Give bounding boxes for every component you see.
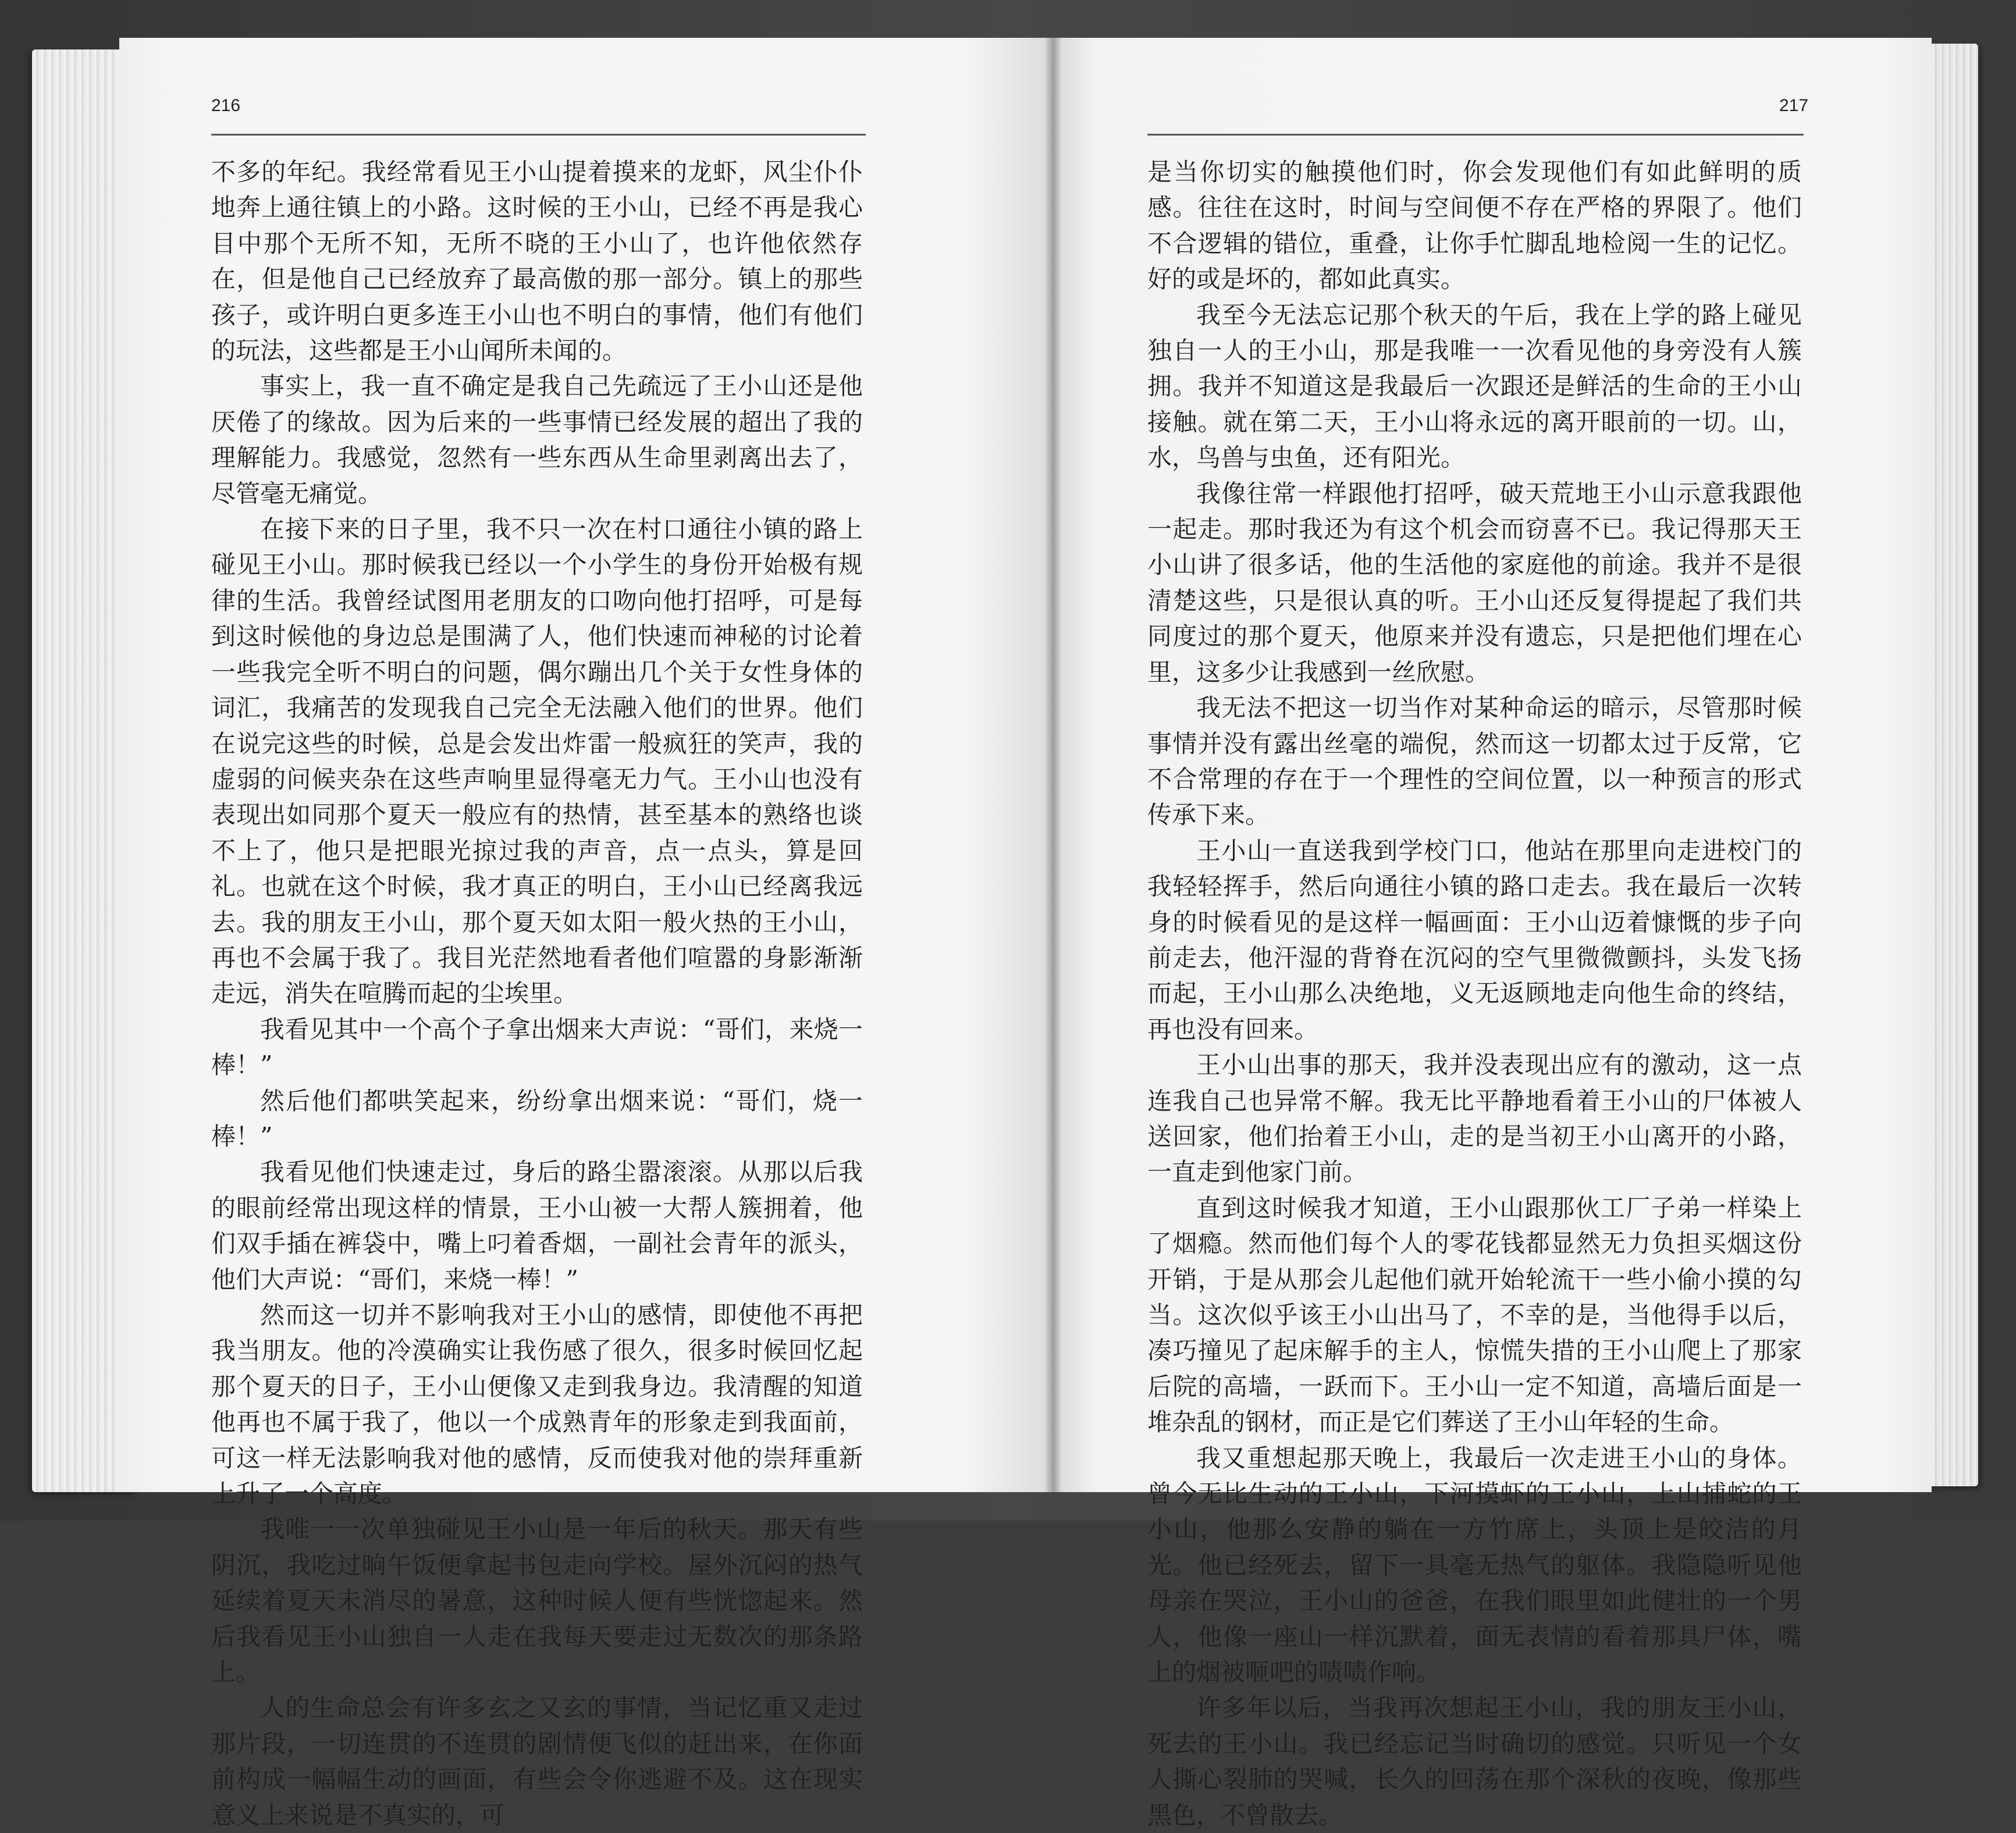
paragraph: 不多的年纪。我经常看见王小山提着摸来的龙虾，风尘仆仆地奔上通往镇上的小路。这时候的王小山，已经不再是我心目中那个无所不知，无所不晓的王小山了，也许他依然存在，但是他自己已经放弃了最高傲的那一部分。镇上的那些孩子，或许明白更多连王小山也不明白的事情，他们有他们的玩法，这些都是王小山闻所未闻的。 [211, 158, 863, 365]
paragraph: 我无法不把这一切当作对某种命运的暗示，尽管那时候事情并没有露出丝毫的端倪，然而这一切都太过于反常，它不合常理的存在于一个理性的空间位置，以一种预言的形式传承下来。 [1147, 693, 1802, 830]
paragraph: 人的生命总会有许多玄之又玄的事情，当记忆重又走过那片段，一切连贯的不连贯的剧情便飞似的赶出来，在你面前构成一幅幅生动的画面，有些会令你逃避不及。这在现实意义上来说是不真实的，可 [211, 1693, 863, 1830]
paragraph: 事实上，我一直不确定是我自己先疏远了王小山还是他厌倦了的缘故。因为后来的一些事情已经发展的超出了我的理解能力。我感觉，忽然有一些东西从生命里剥离出去了，尽管毫无痛觉。 [211, 372, 863, 508]
paragraph: 我看见其中一个高个子拿出烟来大声说：“哥们，来烧一棒！” [211, 1015, 863, 1080]
paragraph: 是当你切实的触摸他们时，你会发现他们有如此鲜明的质感。往往在这时，时间与空间便不存在严格的界限了。他们不合逻辑的错位，重叠，让你手忙脚乱地检阅一生的记忆。好的或是坏的，都如此真实。 [1147, 158, 1802, 294]
paragraph: 我又重想起那天晚上，我最后一次走进王小山的身体。曾今无比生动的王小山，下河摸虾的王小山，上山捕蛇的王小山，他那么安静的躺在一方竹席上，头顶上是皎洁的月光。他已经死去，留下一具毫无热气的躯体。我隐隐听见他母亲在哭泣，王小山的爸爸，在我们眼里如此健壮的一个男人，他像一座山一样沉默着，面无表情的看着那具尸体，嘴上的烟被咂吧的啧啧作响。 [1147, 1443, 1802, 1687]
right-page-text [1147, 154, 1802, 1833]
right-page [1053, 38, 1932, 1830]
paragraph: 然后他们都哄笑起来，纷纷拿出烟来说：“哥们，烧一棒！” [211, 1086, 863, 1151]
paragraph: 我至今无法忘记那个秋天的午后，我在上学的路上碰见独自一人的王小山，那是我唯一一次看见他的身旁没有人簇拥。我并不知道这是我最后一次跟还是鲜活的生命的王小山接触。就在第二天，王小山将永远的离开眼前的一切。山，水，鸟兽与虫鱼，还有阳光。 [1147, 300, 1802, 472]
paragraph: 我唯一一次单独碰见王小山是一年后的秋天。那天有些阴沉，我吃过晌午饭便拿起书包走向学校。屋外沉闷的热气延续着夏天未消尽的暑意，这种时候人便有些恍惚起来。然后我看见王小山独自一人走在我每天要走过无数次的那条路上。 [211, 1515, 863, 1687]
paragraph: 我像往常一样跟他打招呼，破天荒地王小山示意我跟他一起走。那时我还为有这个机会而窃喜不已。我记得那天王小山讲了很多话，他的生活他的家庭他的前途。我并不是很清楚这些，只是很认真的听。王小山还反复得提起了我们共同度过的那个夏天，他原来并没有遗忘，只是把他们埋在心里，这多少让我感到一丝欣慰。 [1147, 479, 1802, 686]
paragraph: 直到这时候我才知道，王小山跟那伙工厂子弟一样染上了烟瘾。然而他们每个人的零花钱都显然无力负担买烟这份开销，于是从那会儿起他们就开始轮流干一些小偷小摸的勾当。这次似乎该王小山出马了，不幸的是，当他得手以后，凑巧撞见了起床解手的主人，惊慌失措的王小山爬上了那家后院的高墙，一跃而下。王小山一定不知道，高墙后面是一堆杂乱的钢材，而正是它们葬送了王小山年轻的生命。 [1147, 1193, 1802, 1437]
paragraph: 我看见他们快速走过，身后的路尘嚣滚滚。从那以后我的眼前经常出现这样的情景，王小山被一大帮人簇拥着，他们双手插在裤袋中，嘴上叼着香烟，一副社会青年的派头，他们大声说：“哥们，来烧一棒！” [211, 1158, 863, 1294]
paragraph: 许多年以后，当我再次想起王小山，我的朋友王小山，死去的王小山。我已经忘记当时确切的感觉。只听见一个女人撕心裂肺的哭喊，长久的回荡在那个深秋的夜晚，像那些黑色，不曾散去。 [1147, 1693, 1802, 1830]
header-rule-right [1147, 134, 1804, 136]
paragraph: 在接下来的日子里，我不只一次在村口通往小镇的路上碰见王小山。那时候我已经以一个小学生的身份开始极有规律的生活。我曾经试图用老朋友的口吻向他打招呼，可是每到这时候他的身边总是围满了人，他们快速而神秘的讨论着一些我完全听不明白的问题，偶尔蹦出几个关于女性身体的词汇，我痛苦的发现我自己完全无法融入他们的世界。他们在说完这些的时候，总是会发出炸雷一般疯狂的笑声，我的虚弱的问候夹杂在这些声响里显得毫无力气。王小山也没有表现出如同那个夏天一般应有的热情，甚至基本的熟络也谈不上了，他只是把眼光掠过我的声音，点一点头，算是回礼。也就在这个时候，我才真正的明白，王小山已经离我远去。我的朋友王小山，那个夏天如太阳一般火热的王小山，再也不会属于我了。我目光茫然地看者他们喧嚣的身影渐渐走远，消失在喧腾而起的尘埃里。 [211, 515, 863, 1008]
left-page-text [211, 154, 863, 1833]
paragraph: 然而这一切并不影响我对王小山的感情，即使他不再把我当朋友。他的冷漠确实让我伤感了很久，很多时候回忆起那个夏天的日子，王小山便像又走到我身边。我清醒的知道他再也不属于我了，他以一个成熟青年的形象走到我面前，可这一样无法影响我对他的感情，反而使我对他的崇拜重新上升了一个高度。 [211, 1301, 863, 1508]
paragraph: 王小山一直送我到学校门口，他站在那里向走进校门的我轻轻挥手，然后向通往小镇的路口走去。我在最后一次转身的时候看见的是这样一幅画面：王小山迈着慷慨的步子向前走去，他汗湿的背脊在沉闷的空气里微微颤抖，头发飞扬而起，王小山那么决绝地，义无返顾地走向他生命的终结，再也没有回来。 [1147, 836, 1802, 1044]
open-book [32, 32, 1978, 1830]
page-number-right: 217 [1779, 96, 1809, 115]
left-page [119, 38, 1053, 1830]
page-number-left: 216 [211, 96, 241, 115]
book-gutter [1044, 38, 1062, 1492]
header-rule-left [211, 134, 866, 136]
paragraph: 王小山出事的那天，我并没表现出应有的激动，这一点连我自己也异常不解。我无比平静地看着王小山的尸体被人送回家，他们抬着王小山，走的是当初王小山离开的小路，一直走到他家门前。 [1147, 1051, 1802, 1187]
